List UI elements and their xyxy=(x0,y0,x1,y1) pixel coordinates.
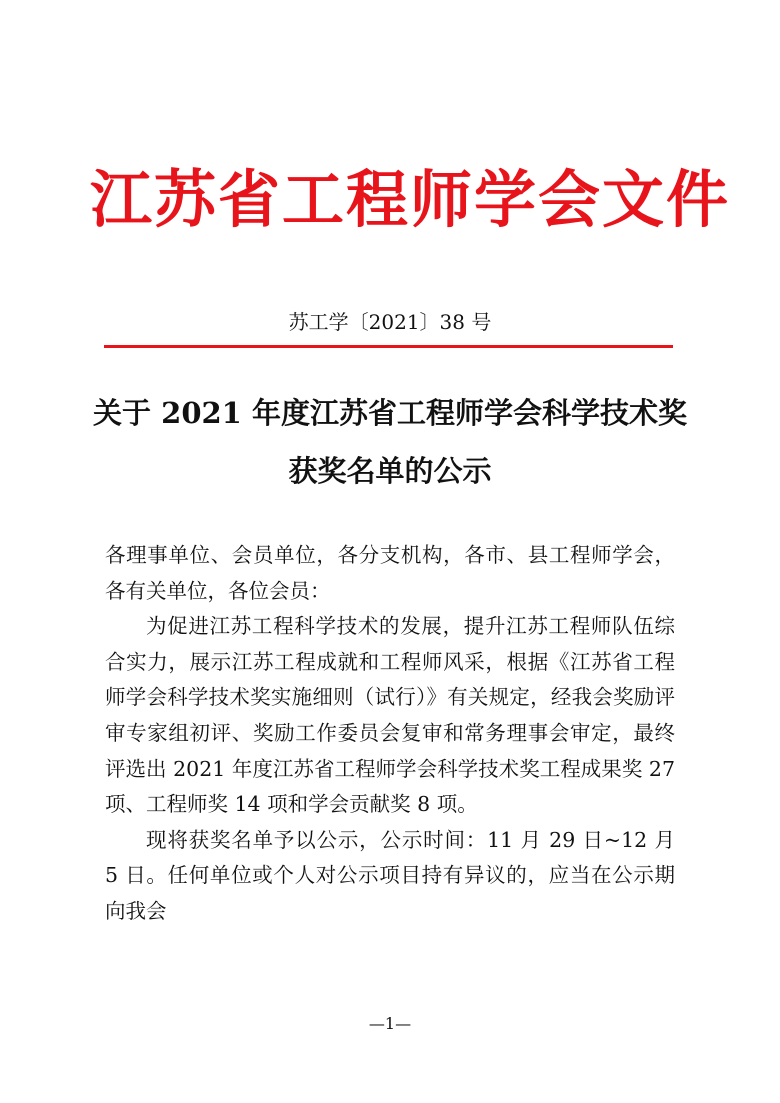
page-number: —1— xyxy=(368,1014,412,1033)
document-body xyxy=(105,538,675,930)
salutation-paragraph: 各理事单位、会员单位，各分支机构，各市、县工程师学会，各有关单位，各位会员： xyxy=(105,543,675,603)
body-paragraph-1: 为促进江苏工程科学技术的发展，提升江苏工程师队伍综合实力，展示江苏工程成就和工程师风采，根据《江苏省工程师学会科学技术奖实施细则（试行）》有关规定，经我会奖励评审专家组初评、奖励工作委员会复审和常务理事会审定，最终评选出 2021 年度江苏省工程师学会科学技术奖工程成果奖 27 项、工程师奖 14 项和学会贡献奖 8 项。 xyxy=(105,614,675,817)
document-number: 苏工学〔2021〕38 号 xyxy=(288,310,492,334)
red-divider-rule xyxy=(104,345,673,348)
body-paragraph-2: 现将获奖名单予以公示，公示时间：11 月 29 日~12 月 5 日。任何单位或个人对公示项目持有异议的，应当在公示期向我会 xyxy=(105,827,675,923)
issuing-authority-header: 江苏省工程师学会文件 xyxy=(90,163,731,236)
document-title-line-2: 获奖名单的公示 xyxy=(288,454,492,488)
document-title-line-1: 关于 2021 年度江苏省工程师学会科学技术奖 xyxy=(93,396,687,430)
document-title xyxy=(90,384,690,500)
